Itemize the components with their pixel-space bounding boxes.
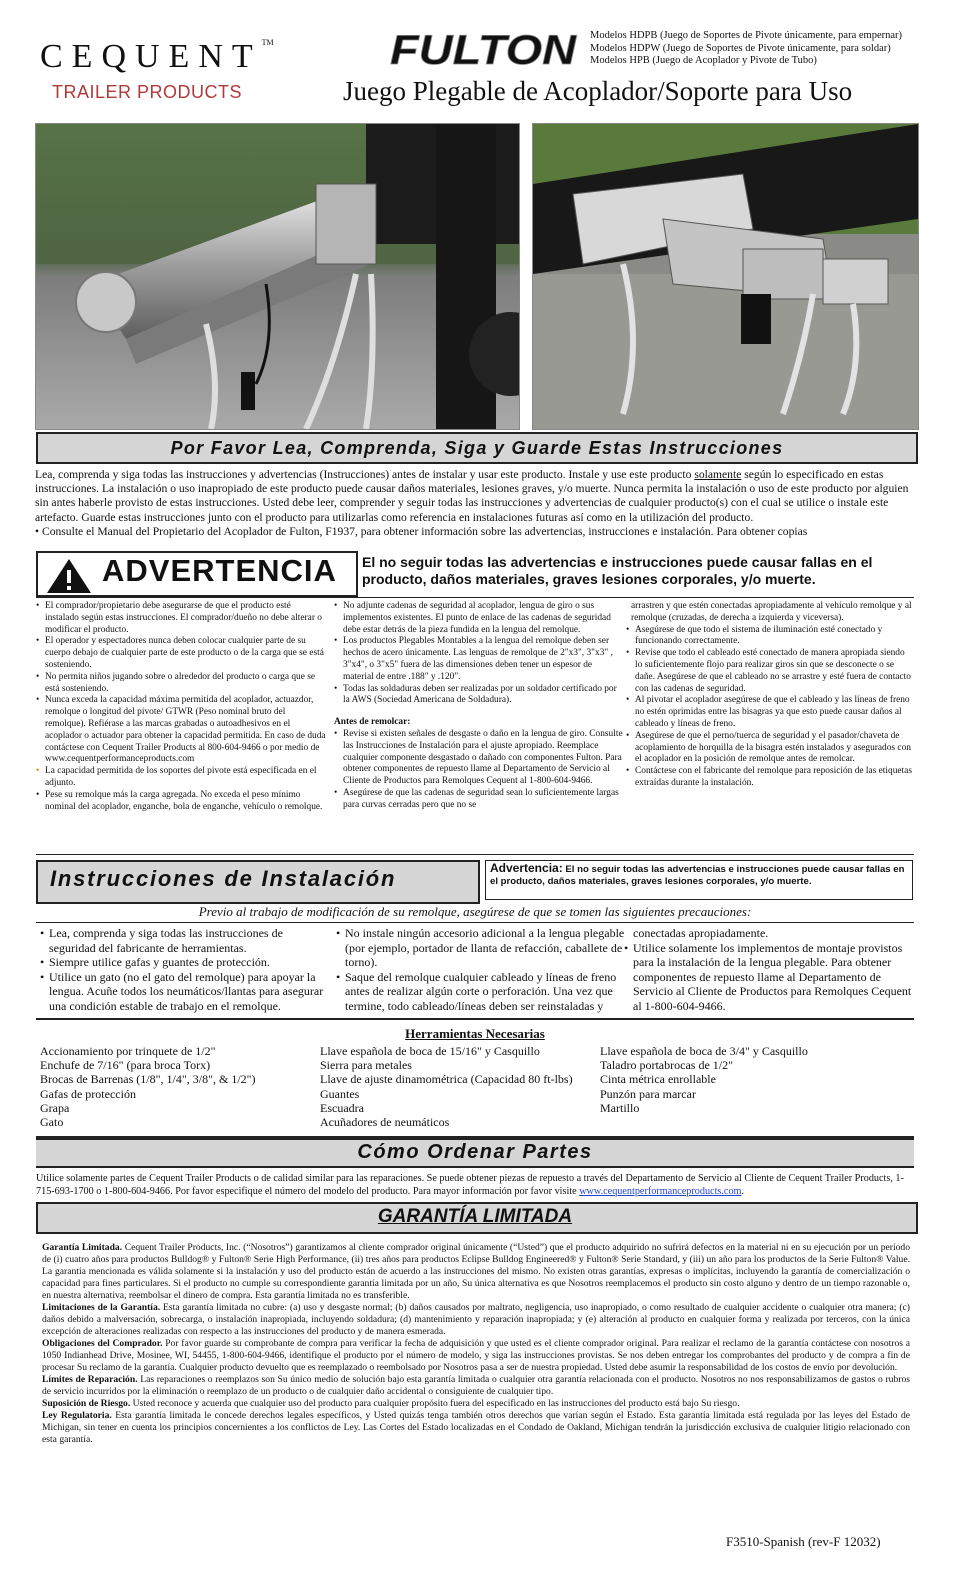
model-line: Modelos HDPW (Juego de Soportes de Pivote únicamente, para soldar) — [590, 42, 891, 54]
list-item: • Contáctese con el fabricante del remolque para reposición de las etiquetas extraídas durante la instalación. — [626, 766, 914, 790]
warranty-paragraph: Límites de Reparación. Las reparaciones o reemplazos son Su único medio de solución bajo esta garantía limitada o cualquier otra garantía relacionada con el producto. Nosotros no nos responsabilizamos de gastos o rubros de servicio incurridos por la eliminación o reemplazo de un producto o de cualquier daño accidental o consiguiente de cualquier tipo. — [42, 1374, 910, 1397]
website-link[interactable]: www.cequentperformanceproducts.com — [579, 1186, 742, 1197]
list-item: • El operador y espectadores nunca deben colocar cualquier parte de su cuerpo debajo de cualquier parte de este producto o de la carga que se está sosteniendo. — [36, 636, 326, 671]
list-item: • Utilice un gato (no el gato del remolque) para apoyar la lengua. Acuñe todos los neumáticos/llantas para asegurar una condición estable de trabajo en el remolque. — [40, 970, 332, 1014]
list-item: • Revise que todo el cableado esté conectado de manera apropiada siendo lo suficientemente flojo para realizar giros sin que se desconecte o se dañe. Asegúrese de que el cableado no se arrastre y esté fuera de contacto con las cadenas de seguridad. — [626, 648, 914, 695]
page-title: Juego Plegable de Acoplador/Soporte para Uso — [343, 76, 853, 106]
warning-triangle-icon — [46, 558, 92, 594]
list-item: • Siempre utilice gafas y guantes de protección. — [40, 955, 332, 970]
precautions-column-3 — [624, 926, 914, 1014]
list-item: • Asegúrese de que el perno/tuerca de seguridad y el pasador/chaveta de acoplamiento de horquilla de la bisagra estén instalados y asegurados con el acoplador en la posición de remolque antes de remolcar. — [626, 731, 914, 766]
tools-column-3 — [600, 1044, 910, 1115]
tool-item: Gafas de protección — [40, 1086, 136, 1101]
order-parts-heading: Cómo Ordenar Partes — [357, 1141, 593, 1163]
read-instructions-banner: Por Favor Lea, Comprenda, Siga y Guarde Estas Instrucciones — [36, 432, 918, 464]
install-warning-box — [485, 860, 913, 900]
tool-item: Accionamiento por trinquete de 1/2" — [40, 1044, 216, 1058]
tool-item: Grapa — [40, 1100, 70, 1115]
list-item: • Utilice solamente los implementos de montaje provistos para la instalación de la lengua plegable. Para obtener componentes de repuesto llame al Departamento de Servicio al Cliente de Productos para Remolques Cequent al 1-800-604-9466. — [624, 941, 914, 1014]
warranty-paragraph: Suposición de Riesgo. Usted reconoce y acuerda que cualquier uso del producto para cualquier propósito fuera del especificado en las instrucciones del producto está bajo Su riesgo. — [42, 1398, 740, 1409]
warranty-paragraph: Garantía Limitada. Cequent Trailer Products, Inc. (“Nosotros”) garantizamos al cliente comprador original únicamente (“Usted”) que el producto adquirido no sufrirá defectos en la material ni en su ejecución por un período de (i) cuatro años para productos Bulldog® y Fulton® Serie High Performance, (ii) tres años para productos Eclipse Bulldog Engineered® y Fulton® Serie Standard, y (iii) un año para los productos de la Serie Fulton® Value. La garantía mencionada es válida solamente si la instalación y uso del producto están de acuerdo a las instrucciones del mismo. No existen otras garantías, expresas o implícitas, incluyendo la garantía de comercialización o capacidad para fines particulares. Si el producto no cumple su correspondiente garantía limitada por un año, Su única alternativa es que Nosotros reemplacemos el producto sin costo alguno y dentro de un tiempo razonable o, en nuestra alternativa, reembolsar el dinero de compra. Esta garantía limitada no es transferible. — [42, 1242, 910, 1301]
list-item: • Al pivotar el acoplador asegúrese de que el cableado y las líneas de freno no estén oprimidas entre las bisagras ya que esto puede causar daños al cableado y líneas de freno. — [626, 695, 914, 730]
list-item: • No instale ningún accesorio adicional a la lengua plegable (por ejemplo, portador de llanta de refacción, caballete de torno). — [336, 926, 626, 970]
brand-subtitle: TRAILER PRODUCTS — [52, 82, 243, 102]
tools-column-1 — [40, 1044, 318, 1129]
list-item: • Pese su remolque más la carga agregada. No exceda el peso mínimo nominal del acoplador, enganche, bola de enganche, vehículo o remolque. — [36, 790, 326, 814]
tool-item: Punzón para marcar — [600, 1086, 696, 1101]
tools-column-2 — [320, 1044, 600, 1129]
list-item: • Asegúrese de que todo el sistema de iluminación esté conectado y funcionando correctamente. — [626, 625, 914, 649]
warning-message: El no seguir todas las advertencias e instrucciones puede causar fallas en el producto, daños materiales, graves lesiones corporales, y/o muerte. — [362, 554, 873, 587]
precautions-intro: Previo al trabajo de modificación de su remolque, asegúrese de que se tomen las siguientes precauciones: — [198, 904, 752, 919]
list-item: • No adjunte cadenas de seguridad al acoplador, lengua de giro o sus implementos existentes. El punto de enlace de las cadenas de seguridad debe estar detrás de la pieza fundida en la lengua del remolque. — [334, 601, 624, 636]
intro-paragraph: Lea, comprenda y siga todas las instrucciones y advertencias (Instrucciones) antes de instalar y usar este producto. Instale y use este producto solamente según lo especificado en estas instrucciones. La instalación o uso inapropiado de este producto puede causar daños materiales, lesiones graves, y/o muerte. Nunca permita la instalación o uso de este producto por alguien sin antes haberle provisto de estas instrucciones. Usted debe leer, comprender y seguir todas las instrucciones y advertencias de cualquier producto(s) con el cual se utilice o instale este artefacto. Guarde estas instrucciones junto con el producto para utilizarlas como referencia en instalaciones futuras así como en la utilización del producto. • Consulte el Manual del Propietario del Acoplador de Fulton, F1937, para obtener información sobre las advertencias, instrucciones e instalación. Para obtener copias — [35, 468, 920, 539]
precautions-column-2 — [336, 926, 626, 1014]
fulton-logo — [388, 28, 582, 70]
order-parts-text: Utilice solamente partes de Cequent Trailer Products o de calidad similar para las reparaciones. Se puede obtener piezas de repuesto a través del Departamento de Servicio al Cliente de Cequent Trailer Products, 1-715-693-1700 o 1-800-604-9466. Por favor especifique el número del modelo del producto. Para mayor información por favor visite www.cequentperformanceproducts.com. — [36, 1173, 904, 1197]
tool-item: Enchufe de 7/16" (para broca Torx) — [40, 1058, 211, 1073]
coupler-photo-left — [35, 123, 520, 430]
tool-item: Escuadra — [320, 1100, 364, 1115]
tool-item: Taladro portabrocas de 1/2" — [600, 1058, 734, 1073]
tool-item: Guantes — [320, 1086, 360, 1101]
warning-columns — [36, 597, 914, 855]
tool-item: Martillo — [600, 1100, 640, 1115]
install-warning-lead: Advertencia: — [490, 861, 563, 875]
tool-item: Llave española de boca de 3/4" y Casquillo — [600, 1044, 808, 1058]
tool-item: Cinta métrica enrollable — [600, 1072, 716, 1087]
tool-item: Sierra para metales — [320, 1058, 412, 1073]
list-item: • Todas las soldaduras deben ser realizadas por un soldador certificado por la AWS (Sociedad Americana de Soldadura). — [334, 684, 624, 708]
model-line: Modelos HDPB (Juego de Soportes de Pivote únicamente, para empernar) — [590, 30, 903, 41]
warranty-paragraph: Obligaciones del Comprador. Por favor guarde su comprobante de compra para verificar la fecha de adquisición y que usted es el cliente comprador original. Para realizar el reclamo de la garantía contáctese con nosotros a 1050 Indianhead Drive, Mosinee, WI, 54455, 1-800-604-9466, identifique el producto por el número de modelo, y siga las instrucciones provistas. Se nos deben entregar los comprobantes del producto y de compra a fin de procesar Su reclamo de la garantía. Cualquier producto devuelto que es reemplazado o reembolsado por Nosotros pasa a ser de nuestra propiedad. Usted debe asumir la responsabilidad de los costos de envío por devolución. — [42, 1338, 910, 1373]
warranty-paragraph: Ley Regulatoria. Esta garantía limitada le concede derechos legales específicos, y Usted quizás tenga también otros derechos que varían según el Estado. Esta garantía limitada está regulada por las leyes del Estado de Michigan, sin tener en cuenta los principios concernientes a los conflictos de Ley. Las Cortes del Estado localizadas en el Condado de Oakland, Michigan tendrán la jurisdicción exclusiva de cualquier litigio relacionado con esta garantía. — [42, 1410, 910, 1445]
coupler-photo-right — [532, 123, 919, 430]
list-item: • Los productos Plegables Montables a la lengua del remolque deben ser hechos de acero únicamente. Las lenguas de remolque de 2"x3", 3"x3" , 3"x4", o 3"x5" fuera de las dimensiones deben tener un espesor de material de entre .188" y .120". — [334, 636, 624, 683]
warning-heading: ADVERTENCIA — [102, 553, 337, 588]
tool-item: Brocas de Barrenas (1/8", 1/4", 3/8", & 1/2") — [40, 1072, 256, 1087]
install-warning-text: El no seguir todas las advertencias e instrucciones puede causar fallas en el producto, daños materiales, graves lesiones corporales, y/o muerte. — [490, 864, 905, 887]
warning-column-2 — [334, 601, 624, 812]
precautions-box — [36, 922, 914, 1020]
document-code: F3510-Spanish (rev-F 12032) — [726, 1534, 881, 1549]
precautions-column-1 — [40, 926, 332, 1014]
warranty-paragraph: Limitaciones de la Garantía. Esta garantía limitada no cubre: (a) uso y desgaste normal; (b) daños causados por maltrato, negligencia, uso inapropiado, o como resultado de cualquier accidente o cualquier otra manera; (c) daños debido a malversación, sobrecarga, o instalación inapropiada, incluyendo soldadura; (d) mantenimiento y reparación inapropiada; y (e) alteración al producto en cualquier forma y realizada por terceros, con la única excepción de alteraciones realizadas con respecto a las instrucciones del producto y de manera esmerada. — [42, 1302, 910, 1337]
logo-text: FULTON — [390, 28, 578, 70]
continued-text: conectadas apropiadamente. — [633, 926, 769, 940]
tool-item: Llave española de boca de 15/16" y Casquillo — [320, 1044, 540, 1058]
install-heading: Instrucciones de Instalación — [50, 866, 397, 891]
model-list — [590, 30, 902, 68]
list-item: • Saque del remolque cualquier cableado y líneas de freno antes de realizar algún corte o perforación. Una vez que termine, todo cableado/líneas deben ser reinstaladas y — [336, 970, 626, 1014]
list-item: • Lea, comprenda y siga todas las instrucciones de seguridad del fabricante de herramientas. — [40, 926, 332, 955]
tools-heading: Herramientas Necesarias — [405, 1026, 545, 1041]
consult-manual-note: • Consulte el Manual del Propietario del Acoplador de Fulton, F1937, para obtener información sobre las advertencias, instrucciones e instalación. Para obtener copias — [35, 524, 808, 538]
brand-name: CEQUENT™ — [40, 38, 274, 75]
continued-text: arrastren y que estén conectadas apropiadamente al vehículo remolque y al remolque (cruzadas, de derecha a izquierda y viceversa). — [631, 601, 912, 623]
tool-item: Llave de ajuste dinamométrica (Capacidad 80 ft-lbs) — [320, 1072, 573, 1087]
warning-column-1 — [36, 601, 326, 813]
list-item: • El comprador/propietario debe asegurarse de que el producto esté instalado según estas instrucciones. El comprador/dueño no debe alterar o modificar el producto. — [36, 601, 326, 636]
list-item: • Nunca exceda la capacidad máxima permitida del acoplador, actuazdor, remolque o longitud del pivote/ GTWR (Peso nominal bruto del remolque). Refiérase a las marcas grabadas o autoadhesivos en el acoplador o actuador para obtener la capacidad permitida. En caso de duda contáctese con Cequent Trailer Products al 800-604-9466 o por medio de www.cequentperformanceproducts.com — [36, 695, 326, 766]
model-line: Modelos HPB (Juego de Acoplador y Pivote de Tubo) — [590, 55, 817, 66]
tool-item: Acuñadores de neumáticos — [320, 1115, 450, 1130]
warning-column-3 — [626, 601, 914, 790]
list-item: • La capacidad permitida de los soportes del pivote está especificada en el adjunto. — [36, 766, 326, 790]
tool-item: Gato — [40, 1115, 64, 1130]
trademark: TM — [261, 38, 274, 47]
list-item: • Revise si existen señales de desgaste o daño en la lengua de giro. Consulte las Instrucciones de Instalación para el ajuste apropiado. Reemplace cualquier componente desgastado o dañado con componentes Fulton. Para obtener componentes de repuesto llame al Departamento de Servicio al Cliente de Productos para Remolques Cequent al 1-800-604-9466. — [334, 729, 624, 788]
warranty-heading: GARANTÍA LIMITADA — [377, 1206, 573, 1227]
list-item: • No permita niños jugando sobre o alrededor del producto o carga que se está sosteniendo. — [36, 672, 326, 696]
list-item: • Asegúrese de que las cadenas de seguridad sean lo suficientemente largas para curvas cerradas pero que no se — [334, 788, 624, 812]
before-towing-heading: Antes de remolcar: — [334, 717, 411, 728]
warranty-text — [42, 1242, 910, 1446]
tools-box — [36, 1040, 914, 1138]
